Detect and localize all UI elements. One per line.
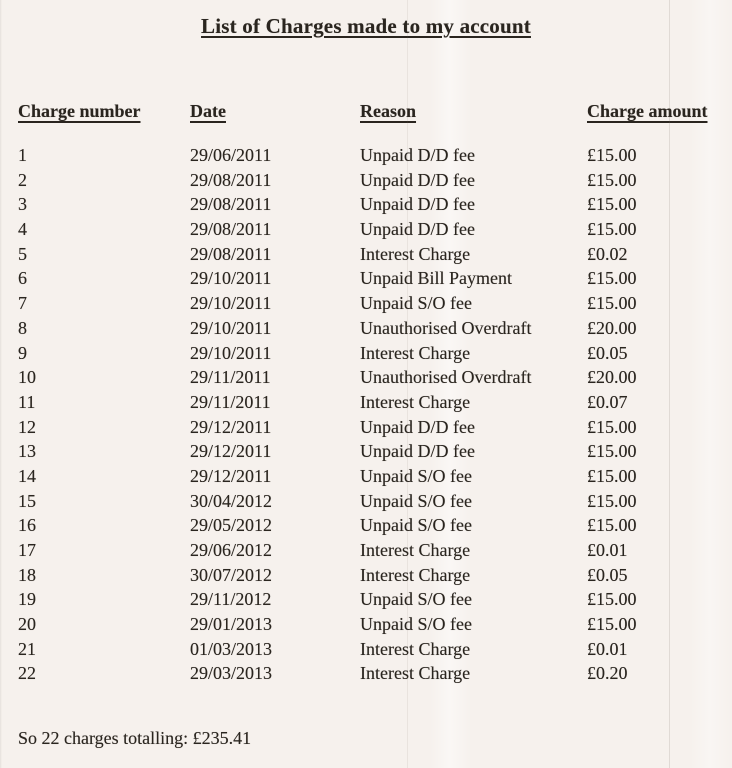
table-row [18,513,714,538]
table-row [18,390,714,415]
cell-charge-amount: £15.00 [587,145,637,165]
cell-date: 30/04/2012 [190,490,273,511]
cell-reason: Unpaid S/O fee [360,293,472,314]
column-header-charge-amount [587,100,714,122]
table-row [18,316,714,341]
cell-charge-amount: £0.07 [587,391,628,412]
cell-reason: Interest Charge [360,638,471,659]
table-row [18,291,714,316]
cell-reason: Unpaid S/O fee [360,490,472,511]
total-summary: So 22 charges totalling: £235.41 [18,728,252,748]
table-row [18,168,714,193]
table-row [18,563,714,588]
cell-charge-number: 9 [18,342,27,363]
cell-date: 29/05/2012 [190,515,273,536]
cell-charge-number: 2 [18,169,27,190]
cell-charge-number: 10 [18,367,36,388]
cell-reason: Unpaid D/D fee [360,441,475,462]
cell-charge-amount: £0.05 [587,342,628,363]
cell-date: 29/01/2013 [190,614,273,635]
cell-date: 29/08/2011 [190,169,272,190]
cell-charge-amount: £15.00 [587,194,637,215]
cell-charge-amount: £15.00 [587,614,637,635]
cell-charge-number: 17 [18,540,36,560]
table-row [18,341,714,366]
cell-date: 29/12/2011 [190,416,272,437]
column-header-charge-number [18,100,190,122]
cell-charge-number: 7 [18,293,27,314]
cell-reason: Unauthorised Overdraft [360,367,532,388]
document-title-text: List of Charges made to my account [201,14,531,38]
cell-date: 29/06/2011 [190,145,272,165]
cell-charge-number: 16 [18,515,36,536]
cell-reason: Unpaid D/D fee [360,194,475,215]
table-row [18,661,714,686]
cell-reason: Interest Charge [360,540,471,560]
cell-charge-amount: £20.00 [587,367,637,388]
cell-charge-amount: £15.00 [587,268,637,289]
cell-charge-number: 11 [18,391,36,412]
cell-charge-number: 12 [18,416,36,437]
table-row [18,242,714,267]
table-row [18,439,714,464]
cell-charge-amount: £15.00 [587,219,637,240]
cell-date: 29/08/2011 [190,219,272,240]
cell-charge-number: 19 [18,589,36,610]
column-header-label: Date [190,101,226,121]
cell-charge-number: 13 [18,441,36,462]
cell-charge-amount: £15.00 [587,441,637,462]
cell-charge-number: 3 [18,194,27,215]
cell-reason: Unpaid S/O fee [360,589,472,610]
cell-date: 29/08/2011 [190,243,272,264]
cell-charge-amount: £15.00 [587,293,637,314]
cell-charge-amount: £20.00 [587,317,637,338]
cell-charge-number: 21 [18,638,36,659]
cell-charge-number: 18 [18,564,36,585]
cell-date: 29/11/2011 [190,367,271,388]
table-row [18,415,714,440]
cell-reason: Unpaid Bill Payment [360,268,512,289]
column-header-label: Charge amount [587,101,708,121]
cell-date: 29/12/2011 [190,465,272,486]
cell-charge-number: 15 [18,490,36,511]
cell-date: 01/03/2013 [190,638,273,659]
cell-date: 29/11/2011 [190,391,271,412]
cell-reason: Unpaid D/D fee [360,145,475,165]
table-row [18,489,714,514]
cell-charge-amount: £15.00 [587,515,637,536]
column-header-reason [360,100,587,122]
table-body [18,143,714,686]
cell-reason: Interest Charge [360,663,471,684]
cell-date: 29/10/2011 [190,268,272,289]
cell-reason: Unauthorised Overdraft [360,317,532,338]
table-row [18,612,714,637]
table-row [18,266,714,291]
cell-reason: Interest Charge [360,564,471,585]
cell-reason: Interest Charge [360,391,471,412]
charges-table [0,100,732,686]
cell-charge-amount: £0.20 [587,663,628,684]
cell-charge-number: 14 [18,465,36,486]
table-row [18,143,714,168]
cell-date: 29/10/2011 [190,293,272,314]
document-title [0,0,732,39]
column-header-date [190,100,360,122]
cell-charge-amount: £0.02 [587,243,628,264]
cell-date: 29/08/2011 [190,194,272,215]
cell-reason: Unpaid S/O fee [360,614,472,635]
cell-charge-number: 8 [18,317,27,338]
column-header-label: Charge number [18,101,141,121]
cell-charge-amount: £0.01 [587,638,628,659]
cell-date: 30/07/2012 [190,564,273,585]
cell-date: 29/10/2011 [190,342,272,363]
cell-charge-number: 4 [18,219,27,240]
table-row [18,587,714,612]
cell-date: 29/10/2011 [190,317,272,338]
table-row [18,464,714,489]
cell-charge-amount: £15.00 [587,465,637,486]
cell-charge-number: 20 [18,614,36,635]
cell-reason: Unpaid D/D fee [360,416,475,437]
cell-reason: Unpaid S/O fee [360,515,472,536]
cell-reason: Unpaid S/O fee [360,465,472,486]
cell-charge-amount: £15.00 [587,589,637,610]
table-header-row [18,100,714,122]
cell-charge-amount: £0.05 [587,564,628,585]
cell-charge-number: 5 [18,243,27,264]
table-row [18,192,714,217]
table-row [18,365,714,390]
table-row [18,637,714,662]
table-row [18,538,714,563]
cell-date: 29/06/2012 [190,540,273,560]
cell-charge-number: 22 [18,663,36,684]
cell-charge-number: 6 [18,268,27,289]
cell-reason: Interest Charge [360,243,471,264]
cell-reason: Unpaid D/D fee [360,219,475,240]
cell-date: 29/12/2011 [190,441,272,462]
table-row [18,217,714,242]
cell-charge-amount: £15.00 [587,169,637,190]
cell-charge-amount: £0.01 [587,540,628,560]
cell-date: 29/03/2013 [190,663,273,684]
cell-reason: Unpaid D/D fee [360,169,475,190]
cell-date: 29/11/2012 [190,589,272,610]
cell-reason: Interest Charge [360,342,471,363]
cell-charge-amount: £15.00 [587,416,637,437]
column-header-label: Reason [360,101,417,121]
cell-charge-number: 1 [18,145,27,165]
cell-charge-amount: £15.00 [587,490,637,511]
